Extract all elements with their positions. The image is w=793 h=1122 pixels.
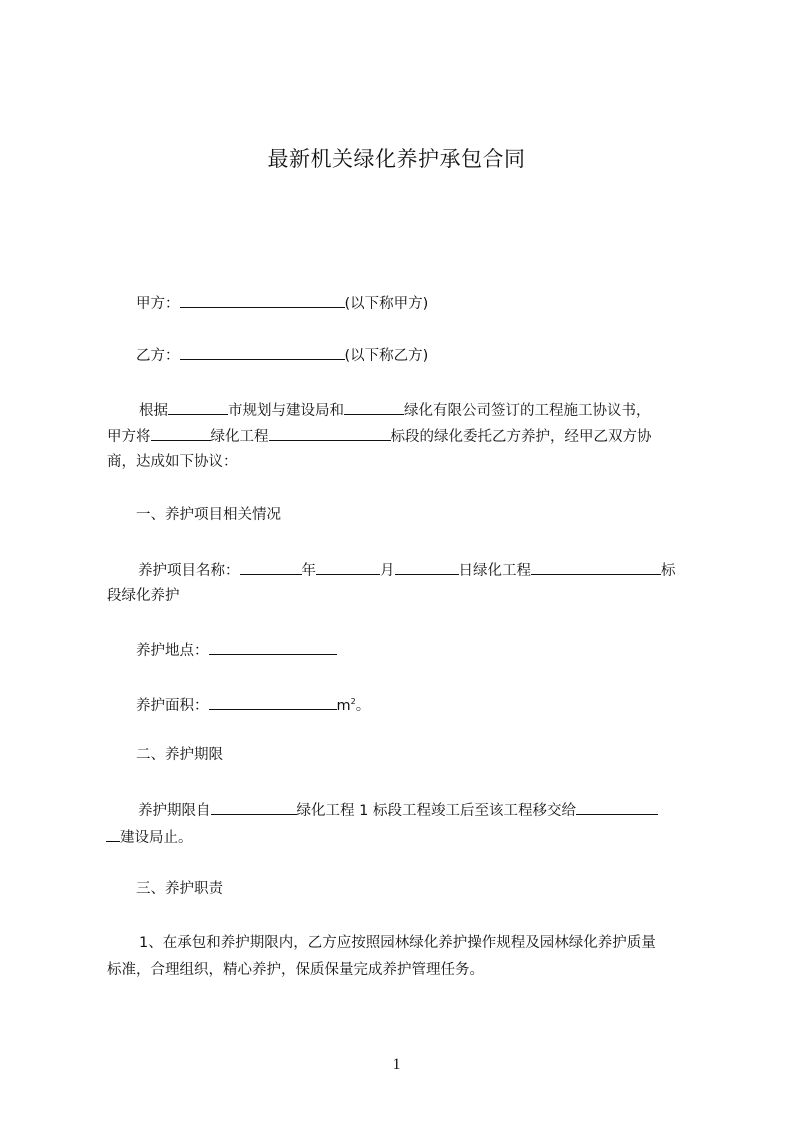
company-blank bbox=[344, 399, 404, 415]
intro-line-1 bbox=[139, 399, 651, 421]
section-3-heading: 三、养护职责 bbox=[136, 881, 223, 897]
area-unit-superscript: 2 bbox=[350, 697, 356, 706]
period-text: 绿化工程 1 标段工程竣工后至该工程移交给 bbox=[296, 803, 576, 819]
section-blank bbox=[269, 425, 391, 441]
year-blank bbox=[240, 559, 302, 575]
intro-text: 甲方将 bbox=[107, 429, 151, 445]
party-b-label: 乙方： bbox=[136, 348, 180, 364]
party-b-blank bbox=[180, 344, 345, 360]
area-blank bbox=[209, 694, 337, 710]
party-b-suffix: (以下称乙方) bbox=[344, 348, 429, 364]
intro-text: 绿化有限公司签订的工程施工协议书， bbox=[404, 403, 651, 419]
intro-text: 标段的绿化委托乙方养护，经甲乙双方协 bbox=[390, 429, 652, 445]
area-end: 。 bbox=[355, 697, 371, 714]
location-label: 养护地点： bbox=[136, 643, 209, 659]
document-title: 最新机关绿化养护承包合同 bbox=[267, 147, 526, 171]
period-blank-2 bbox=[576, 799, 658, 815]
period-text: 建设局止。 bbox=[120, 830, 193, 846]
party-a-line bbox=[136, 292, 428, 314]
duty-item-1-line-2: 标准，合理组织，精心养护，保质保量完成养护管理任务。 bbox=[107, 962, 484, 978]
period-blank-3 bbox=[106, 826, 120, 842]
location-blank bbox=[209, 639, 337, 655]
project-name-line-2: 段绿化养护 bbox=[107, 588, 180, 604]
intro-line-2 bbox=[107, 425, 652, 447]
page-number: 1 bbox=[392, 1056, 401, 1073]
party-a-label: 甲方： bbox=[136, 296, 180, 312]
period-blank-1 bbox=[211, 799, 297, 815]
party-b-line bbox=[136, 344, 428, 366]
period-line-1 bbox=[138, 799, 658, 821]
day-blank bbox=[395, 559, 459, 575]
area-label: 养护面积： bbox=[136, 697, 209, 714]
party-a-blank bbox=[180, 292, 345, 308]
intro-text: 根据 bbox=[139, 403, 168, 419]
day-text: 日绿化工程 bbox=[458, 563, 531, 579]
intro-line-3 bbox=[107, 452, 238, 472]
month-text: 月 bbox=[380, 563, 395, 579]
duty-item-1-line-1: 1、在承包和养护期限内，乙方应按照园林绿化养护操作规程及园林绿化养护质量 bbox=[139, 935, 656, 951]
section-2-heading: 二、养护期限 bbox=[136, 747, 223, 763]
month-blank bbox=[316, 559, 380, 575]
period-line-2 bbox=[106, 826, 193, 848]
party-a-suffix: (以下称甲方) bbox=[344, 296, 429, 312]
year-text: 年 bbox=[301, 563, 316, 579]
biao-blank bbox=[531, 559, 661, 575]
period-text: 养护期限自 bbox=[138, 803, 211, 819]
location-line bbox=[136, 639, 337, 661]
intro-text: 市规划与建设局和 bbox=[228, 403, 344, 419]
project-blank bbox=[151, 425, 211, 441]
biao-text: 标 bbox=[661, 563, 676, 579]
project-name-label: 养护项目名称： bbox=[138, 563, 240, 579]
area-line bbox=[136, 692, 370, 716]
intro-text: 商，达成如下协议： bbox=[107, 454, 238, 470]
section-1-heading: 一、养护项目相关情况 bbox=[136, 507, 281, 523]
area-unit: m bbox=[336, 697, 351, 714]
city-blank bbox=[168, 399, 228, 415]
intro-text: 绿化工程 bbox=[210, 429, 269, 445]
project-name-line bbox=[138, 559, 676, 581]
